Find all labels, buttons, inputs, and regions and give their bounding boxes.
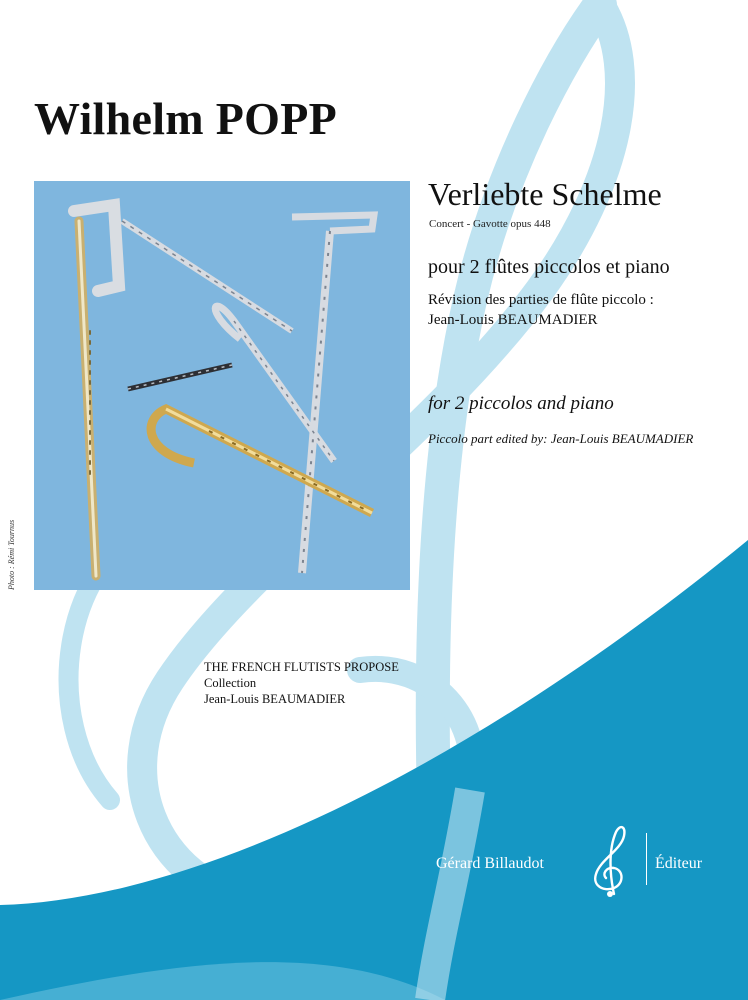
flutes-illustration (34, 181, 410, 590)
publisher-name: Gérard Billaudot (436, 855, 544, 872)
publisher-role: Éditeur (655, 855, 703, 872)
instrumentation-french: pour 2 flûtes piccolos et piano (428, 256, 670, 278)
blue-band (0, 540, 748, 1000)
publisher-divider (646, 833, 647, 885)
instrumentation-english: for 2 piccolos and piano (428, 393, 614, 414)
work-subtitle: Concert - Gavotte opus 448 (429, 218, 551, 230)
cover-photo (34, 181, 410, 590)
revision-label: Révision des parties de flûte piccolo : (428, 292, 654, 308)
photo-credit: Photo : Rémi Tournus (7, 519, 16, 590)
edited-by: Piccolo part edited by: Jean-Louis BEAUMADIER (428, 431, 694, 446)
treble-clef-icon (580, 820, 640, 898)
composer-name: Wilhelm POPP (34, 93, 338, 144)
series-label: Collection (204, 676, 257, 690)
series-name: THE FRENCH FLUTISTS PROPOSE (204, 660, 399, 674)
series-editor: Jean-Louis BEAUMADIER (204, 692, 346, 706)
work-title: Verliebte Schelme (428, 176, 662, 212)
revision-name: Jean-Louis BEAUMADIER (428, 312, 598, 328)
